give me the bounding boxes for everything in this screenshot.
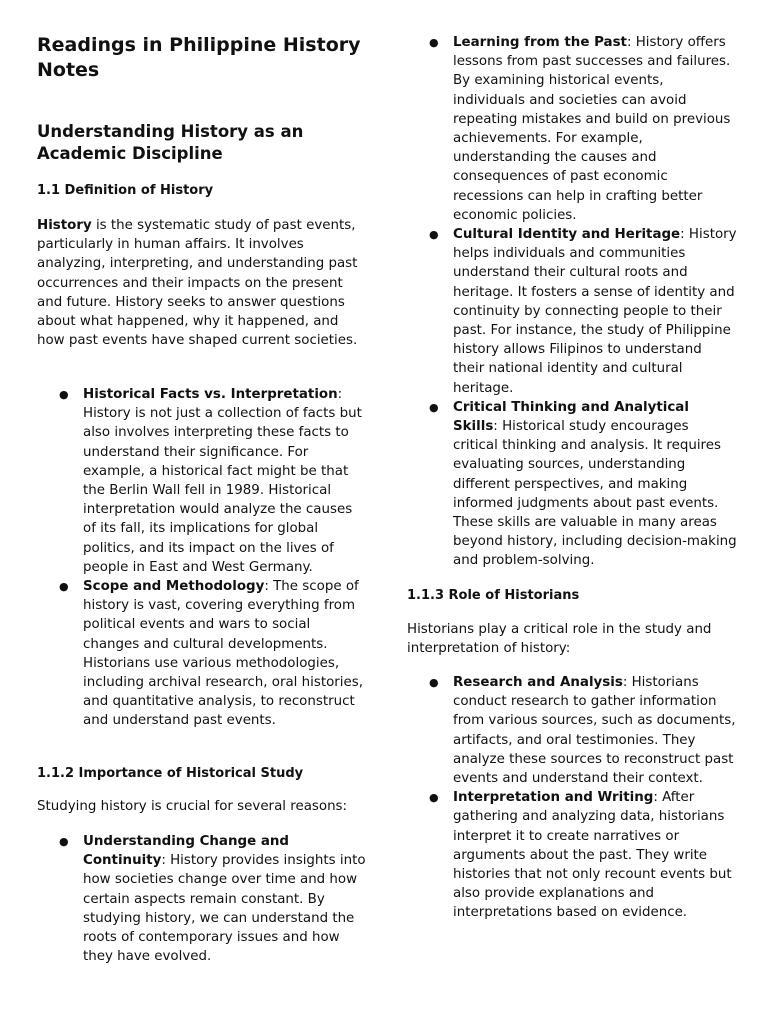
bullet-icon: ● [59,388,69,401]
document-title: Readings in Philippine History Notes [37,34,361,81]
subheading-role-of-historians: 1.1.3 Role of Historians [407,588,580,603]
bullet-term: Learning from the Past [453,35,627,50]
bullet-icon: ● [429,228,439,242]
bullet-icon: ● [429,400,439,414]
list-item [37,577,367,731]
bullet-text: : Historians conduct research to gather information from various sources, such as documents, artifacts, and oral testimonies. They analyze these sources to reconstruct past events and understand their context. [453,675,736,787]
list-item [407,398,737,571]
bullet-term: Research and Analysis [453,675,623,690]
bullet-text: : Historical study encourages critical thinking and analysis. It requires evaluating sources, understanding different perspectives, and making informed judgments about past events. These skills are valuable in many areas beyond history, including decision-making and problem-solving. [453,419,737,569]
bullet-icon: ● [59,835,69,848]
bullet-icon: ● [59,580,69,594]
bullet-text: : The scope of history is vast, covering everything from political events and wars to social changes and cultural developments. Historians use various methodologies, including archival research, oral histories, and quantitative analysis, to reconstruct and understand past events. [83,579,363,729]
section-title: Understanding History as an Academic Discipline [37,122,304,163]
bullet-icon: ● [429,676,439,689]
subheading-importance-of-historical-study: 1.1.2 Importance of Historical Study [37,766,304,781]
bullet-text: : History offers lessons from past successes and failures. By examining historical events, individuals and societies can avoid repeating mistakes and build on previous achievements. For example, understanding the causes and consequences of past economic recessions can help in crafting better economic policies. [453,35,731,223]
list-item [407,673,737,788]
bullet-text: : History provides insights into how societies change over time and how certain aspects remain constant. By studying history, we can understand the roots of contemporary issues and how they have evolved. [83,853,366,965]
list-item [37,385,367,577]
bullet-term: Interpretation and Writing [453,790,654,806]
history-term: History [37,218,92,233]
list-item [407,33,737,225]
importance-intro-text: Studying history is crucial for several reasons: [37,799,348,814]
history-definition-text: is the systematic study of past events, particularly in human affairs. It involves analyzing, interpreting, and understanding past occurrences and their impacts on the present and future. History seeks to answer questions about what happened, why it happened, and how past events have shaped current societies. [37,218,358,349]
bullet-icon: ● [429,791,439,805]
bullet-text: : History is not just a collection of facts but also involves interpreting these facts to understand their significance. For example, a historical fact might be that the Berlin Wall fell in 1989. Historical interpretation would analyze the causes of its fall, its implications for global politics, and its impact on the lives of people in East and West Germany. [83,387,362,575]
bullet-text: : After gathering and analyzing data, historians interpret it to create narratives or arguments about the past. They write histories that not only recount events but also provide explanations and interpretations based on evidence. [453,790,732,921]
historians-intro-text: Historians play a critical role in the study and interpretation of history: [407,622,712,657]
importance-bullet-list-left [37,832,367,966]
bullet-term: Scope and Methodology [83,579,265,595]
bullet-term: Historical Facts vs. Interpretation [83,387,338,402]
bullet-term: Cultural Identity and Heritage [453,227,681,243]
definition-bullet-list [37,385,367,731]
historians-bullet-list [407,673,737,923]
subheading-definition-of-history: 1.1 Definition of History [37,183,214,198]
bullet-term: Critical Thinking and Analytical Skills [453,399,689,435]
bullet-text: : History helps individuals and communities understand their cultural roots and heritage. It fosters a sense of identity and continuity by connecting people to their past. For instance, the study of Philippine history allows Filipinos to understand their national identity and cultural heritage. [453,227,737,396]
list-item [37,832,367,966]
list-item [407,225,737,398]
bullet-term: Understanding Change and Continuity [83,834,289,869]
list-item [407,788,737,922]
bullet-icon: ● [429,36,439,49]
history-definition-paragraph [37,216,367,350]
importance-bullet-list-right [407,33,737,571]
